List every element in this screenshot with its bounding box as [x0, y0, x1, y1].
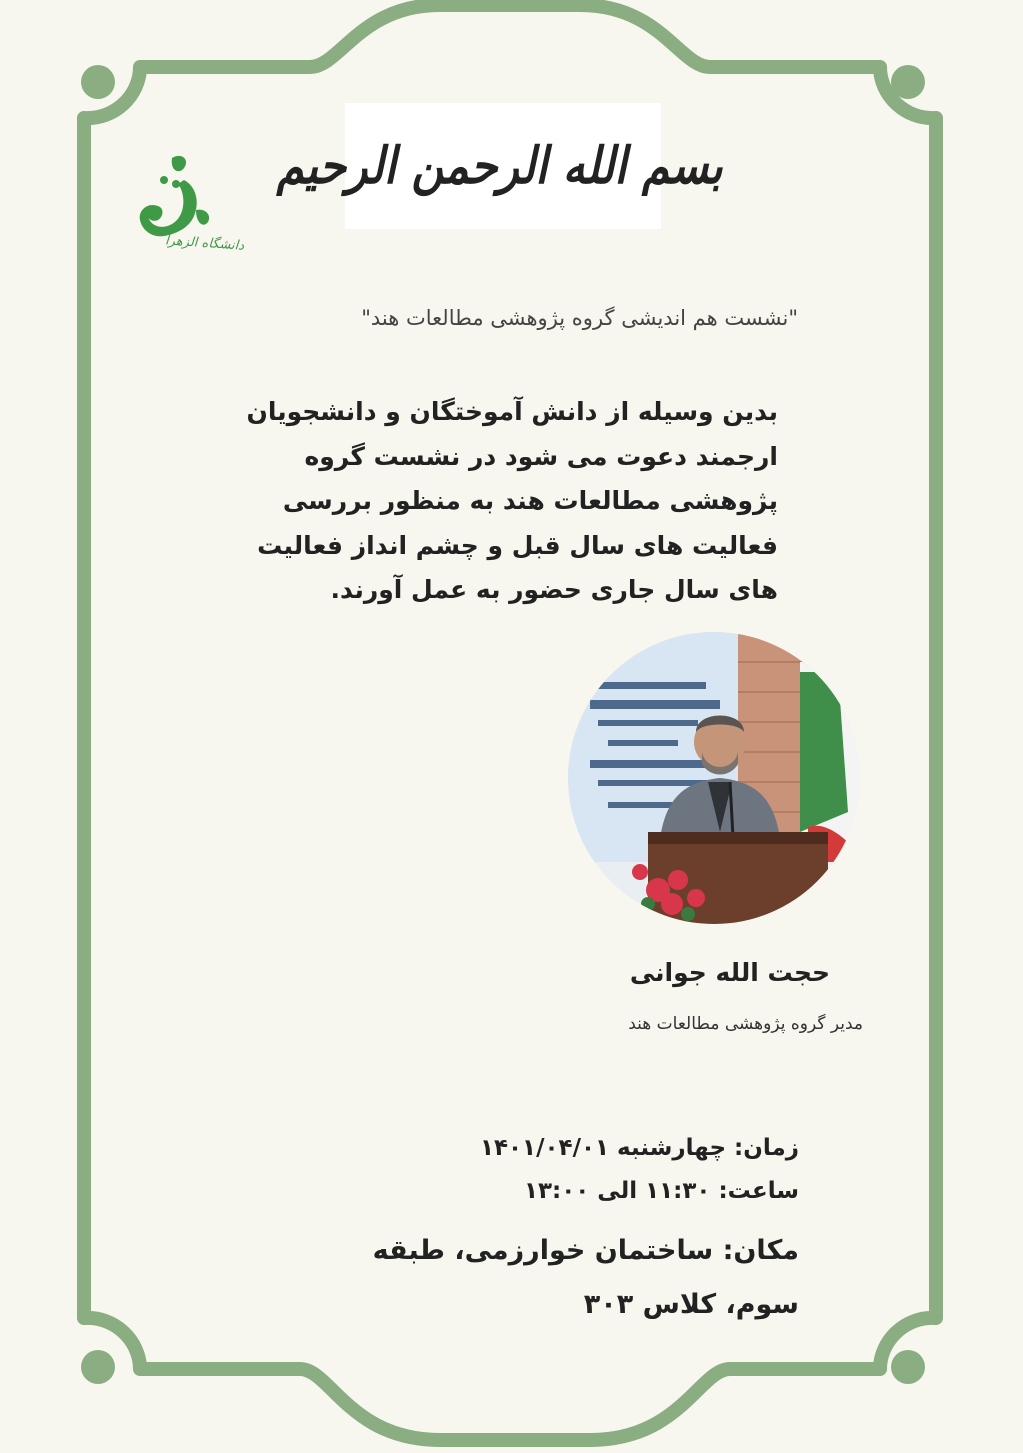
speaker-name: حجت الله جوانی [629, 958, 830, 987]
invitation-text: بدین وسیله از دانش آموختگان و دانشجویان ارجمند دعوت می شود در نشست گروه پژوهشی مطالعات هند به منظور بررسی فعالیت های سال قبل و چشم انداز فعالیت های سال جاری حضور به عمل آورند. [246, 397, 778, 604]
event-hours: ساعت: ۱۱:۳۰ الی ۱۳:۰۰ [523, 1178, 799, 1204]
event-date: زمان: چهارشنبه ۱۴۰۱/۰۴/۰۱ [479, 1135, 799, 1161]
event-location: مکان: ساختمان خوارزمی، طبقه سوم، کلاس ۳۰۳ [372, 1235, 799, 1320]
speaker-role: مدیر گروه پژوهشی مطالعات هند [628, 1014, 863, 1034]
basmala-calligraphy [273, 103, 733, 229]
session-title: "نشست هم اندیشی گروه پژوهشی مطالعات هند" [361, 306, 798, 330]
university-logo-caption: دانشگاه الزهرا [164, 233, 245, 254]
speaker-photo [568, 632, 860, 924]
basmala-text: بسم الله الرحمن الرحیم [273, 136, 733, 196]
